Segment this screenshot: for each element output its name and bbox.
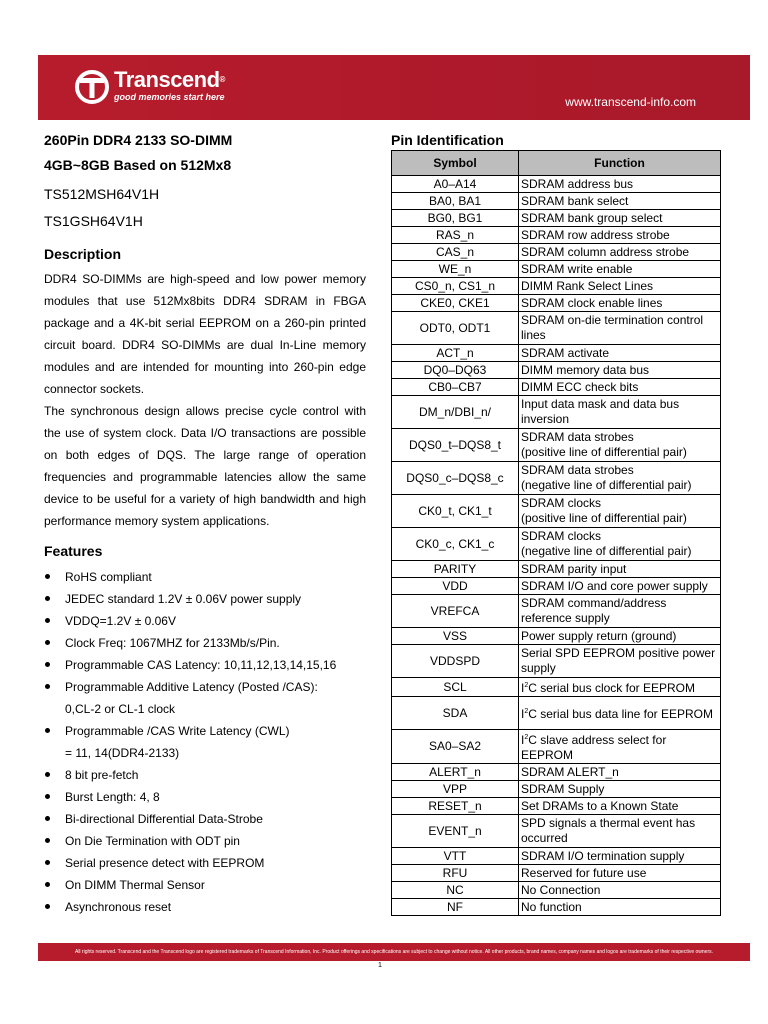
feature-item [44,720,366,764]
pin-function-cell [519,528,721,561]
function-text: C serial bus clock for EEPROM [528,681,695,695]
page-number: 1 [378,962,382,969]
description-heading: Description [44,246,122,262]
pin-symbol-cell: CS0_n, CS1_n [392,278,519,295]
feature-text-continued: = 11, 14(DDR4-2133) [65,746,180,760]
pin-symbol-cell: NF [392,899,519,916]
pin-symbol-cell: A0–A14 [392,176,519,193]
function-text: SDRAM command/address reference supply [521,596,667,625]
brand-tagline: good memories start here [114,92,225,102]
function-text: SDRAM Supply [521,781,605,796]
footer-legal-banner: All rights reserved. Transcend and the Transcend logo are registered trademarks of Transcend Information, Inc. Product offerings and specifications are subject to change without notice. All other products, brand names, company names and logos are trademarks of their respective owners. [38,943,750,961]
table-row [392,781,721,798]
table-row [392,379,721,396]
pin-function-cell [519,396,721,429]
bullet-icon [45,838,50,843]
pin-function-cell [519,764,721,781]
pin-symbol-cell: PARITY [392,561,519,578]
bullet-icon [45,574,50,579]
function-text: SDRAM bank select [521,193,629,208]
function-text: SDRAM data strobes [521,463,634,477]
function-superscript: 2 [524,734,529,741]
pin-function-cell [519,462,721,495]
function-text: C slave address select for EEPROM [521,733,667,762]
bullet-icon [45,882,50,887]
function-text-line2: (negative line of differential pair) [521,478,692,492]
table-row [392,312,721,345]
pin-symbol-cell: RAS_n [392,227,519,244]
pin-symbol-cell: DQ0–DQ63 [392,362,519,379]
feature-text-continued: 0,CL-2 or CL-1 clock [65,702,176,716]
table-row [392,528,721,561]
feature-text: RoHS compliant [65,570,152,584]
feature-item [44,610,366,632]
pin-symbol-cell: RFU [392,865,519,882]
bullet-icon [45,904,50,909]
pin-symbol-cell: RESET_n [392,798,519,815]
pin-function-cell [519,495,721,528]
bullet-icon [45,596,50,601]
table-row [392,345,721,362]
pin-symbol-cell: WE_n [392,261,519,278]
bullet-icon [45,860,50,865]
function-text: DIMM Rank Select Lines [521,278,654,293]
pin-symbol-cell: NC [392,882,519,899]
function-text-line2: (positive line of differential pair) [521,511,687,525]
bullet-icon [45,728,50,733]
pin-symbol-cell: EVENT_n [392,815,519,848]
feature-item [44,808,366,830]
pin-symbol-cell: VREFCA [392,595,519,628]
function-text: Input data mask and data bus inversion [521,397,680,426]
pin-function-cell [519,345,721,362]
part-number: TS1GSH64V1H [44,213,143,229]
part-number: TS512MSH64V1H [44,186,160,202]
feature-text: Programmable CAS Latency: 10,11,12,13,14,15,16 [65,658,337,672]
bullet-icon [45,684,50,689]
pin-symbol-cell: DQS0_c–DQS8_c [392,462,519,495]
page-header-banner [38,55,750,120]
pin-function-cell [519,865,721,882]
function-text: SDRAM clock enable lines [521,295,663,310]
product-title: 260Pin DDR4 2133 SO-DIMM [44,132,233,148]
table-row [392,193,721,210]
pin-function-cell [519,379,721,396]
function-text: DIMM memory data bus [521,362,650,377]
function-text: SDRAM bank group select [521,210,663,225]
feature-item [44,786,366,808]
feature-item [44,676,366,720]
pin-function-cell [519,730,721,764]
feature-item [44,764,366,786]
function-text: SDRAM I/O and core power supply [521,578,708,593]
function-text: Reserved for future use [521,865,647,880]
description-body [44,268,366,532]
pin-function-cell [519,781,721,798]
table-row [392,295,721,312]
feature-item [44,654,366,676]
transcend-logo-icon [74,69,110,105]
pin-function-cell [519,678,721,697]
feature-text: On Die Termination with ODT pin [65,834,240,848]
features-heading: Features [44,543,103,559]
pin-function-cell [519,561,721,578]
pin-identification-heading: Pin Identification [391,132,504,148]
pin-function-cell [519,312,721,345]
pin-identification-table [391,150,721,916]
function-text-line2: (negative line of differential pair) [521,544,692,558]
pin-function-cell [519,798,721,815]
description-paragraph: The synchronous design allows precise cycle control with the use of system clock. Data I/O transactions are possible on both edges of DQS. The large range of operation frequencies and programmable latencies allow the same device to be useful for a variety of high bandwidth and high performance memory system applications. [44,404,366,528]
feature-text: Asynchronous reset [65,900,172,914]
pin-function-cell [519,899,721,916]
function-text: No Connection [521,882,601,897]
pin-symbol-cell: CB0–CB7 [392,379,519,396]
pin-symbol-cell: CK0_t, CK1_t [392,495,519,528]
pin-function-cell [519,193,721,210]
pin-symbol-cell: VSS [392,628,519,645]
pin-function-cell [519,362,721,379]
table-row [392,210,721,227]
pin-symbol-cell: SCL [392,678,519,697]
table-row [392,678,721,697]
table-row [392,645,721,678]
function-text: SPD signals a thermal event has occurred [521,816,696,845]
pin-symbol-cell: BG0, BG1 [392,210,519,227]
function-text: SDRAM parity input [521,561,627,576]
feature-text: On DIMM Thermal Sensor [65,878,205,892]
function-text: No function [521,899,582,914]
pin-symbol-cell: ODT0, ODT1 [392,312,519,345]
feature-text: Programmable /CAS Write Latency (CWL) [65,724,290,738]
pin-function-cell [519,295,721,312]
function-text: SDRAM address bus [521,176,634,191]
bullet-icon [45,772,50,777]
product-subtitle: 4GB~8GB Based on 512Mx8 [44,157,232,173]
feature-text: Programmable Additive Latency (Posted /CAS): [65,680,318,694]
pin-function-cell [519,628,721,645]
function-text: SDRAM write enable [521,261,633,276]
right-column [391,128,721,916]
feature-text: Serial presence detect with EEPROM [65,856,265,870]
pin-symbol-cell: ALERT_n [392,764,519,781]
function-text: SDRAM ALERT_n [521,764,619,779]
table-row [392,278,721,295]
function-text: C serial bus data line for EEPROM [528,707,713,721]
table-row [392,495,721,528]
pin-symbol-cell: CAS_n [392,244,519,261]
function-text: SDRAM row address strobe [521,227,670,242]
feature-text: 8 bit pre-fetch [65,768,139,782]
table-row [392,815,721,848]
table-row [392,578,721,595]
table-row [392,848,721,865]
pin-function-cell [519,882,721,899]
feature-item [44,632,366,654]
function-text: SDRAM activate [521,345,610,360]
pin-symbol-cell: CK0_c, CK1_c [392,528,519,561]
column-header-function: Function [519,151,721,176]
feature-text: Bi-directional Differential Data-Strobe [65,812,263,826]
bullet-icon [45,816,50,821]
table-row [392,628,721,645]
table-row [392,882,721,899]
pin-symbol-cell: DQS0_t–DQS8_t [392,429,519,462]
function-prefix: I [521,681,525,695]
feature-item [44,830,366,852]
table-row [392,429,721,462]
table-row [392,462,721,495]
function-superscript: 2 [524,708,529,715]
pin-function-cell [519,210,721,227]
pin-symbol-cell: CKE0, CKE1 [392,295,519,312]
table-row [392,764,721,781]
pin-symbol-cell: VDDSPD [392,645,519,678]
bullet-icon [45,794,50,799]
function-superscript: 2 [524,682,529,689]
feature-item [44,874,366,896]
feature-text: Burst Length: 4, 8 [65,790,160,804]
function-text: Serial SPD EEPROM positive power supply [521,646,716,675]
pin-function-cell [519,848,721,865]
function-text: SDRAM column address strobe [521,244,690,259]
trademark-symbol: ® [219,75,225,84]
table-row [392,176,721,193]
pin-symbol-cell: VDD [392,578,519,595]
table-row [392,561,721,578]
function-prefix: I [521,707,525,721]
table-row [392,595,721,628]
table-row [392,261,721,278]
pin-symbol-cell: ACT_n [392,345,519,362]
pin-function-cell [519,595,721,628]
pin-symbol-cell: VPP [392,781,519,798]
table-row [392,227,721,244]
table-header-row [392,151,721,176]
column-header-symbol: Symbol [392,151,519,176]
feature-text: VDDQ=1.2V ± 0.06V [65,614,176,628]
feature-item [44,896,366,918]
feature-item [44,588,366,610]
pin-function-cell [519,429,721,462]
function-text: SDRAM clocks [521,496,602,510]
bullet-icon [45,662,50,667]
table-row [392,899,721,916]
description-paragraph: DDR4 SO-DIMMs are high-speed and low power memory modules that use 512Mx8bits DDR4 SDRAM in FBGA package and a 4K-bit serial EEPROM on a 260-pin printed circuit board. DDR4 SO-DIMMs are dual In-Line memory modules and are intended for mounting into 260-pin edge connector sockets. [44,272,366,396]
pin-symbol-cell: BA0, BA1 [392,193,519,210]
table-row [392,697,721,730]
function-text: SDRAM on-die termination control lines [521,313,704,342]
table-row [392,362,721,379]
features-list [44,566,366,918]
function-text-line2: (positive line of differential pair) [521,445,687,459]
function-text: Set DRAMs to a Known State [521,798,679,813]
pin-function-cell [519,244,721,261]
table-row [392,244,721,261]
table-row [392,798,721,815]
table-row [392,730,721,764]
website-url[interactable]: www.transcend-info.com [565,95,696,109]
function-text: DIMM ECC check bits [521,379,639,394]
pin-function-cell [519,815,721,848]
feature-item [44,852,366,874]
pin-function-cell [519,261,721,278]
table-row [392,865,721,882]
transcend-logo[interactable] [74,69,225,105]
pin-symbol-cell: DM_n/DBI_n/ [392,396,519,429]
feature-item [44,566,366,588]
pin-symbol-cell: SDA [392,697,519,730]
function-text: SDRAM I/O termination supply [521,848,685,863]
pin-function-cell [519,645,721,678]
pin-function-cell [519,578,721,595]
pin-symbol-cell: VTT [392,848,519,865]
left-column [44,128,366,918]
function-prefix: I [521,733,525,747]
bullet-icon [45,618,50,623]
function-text: SDRAM data strobes [521,430,634,444]
brand-name: Transcend [114,67,220,92]
pin-function-cell [519,227,721,244]
function-text: Power supply return (ground) [521,628,677,643]
pin-function-cell [519,278,721,295]
pin-function-cell [519,697,721,730]
function-text: SDRAM clocks [521,529,602,543]
pin-symbol-cell: SA0–SA2 [392,730,519,764]
feature-text: JEDEC standard 1.2V ± 0.06V power supply [65,592,302,606]
bullet-icon [45,640,50,645]
pin-function-cell [519,176,721,193]
feature-text: Clock Freq: 1067MHZ for 2133Mb/s/Pin. [65,636,280,650]
table-row [392,396,721,429]
